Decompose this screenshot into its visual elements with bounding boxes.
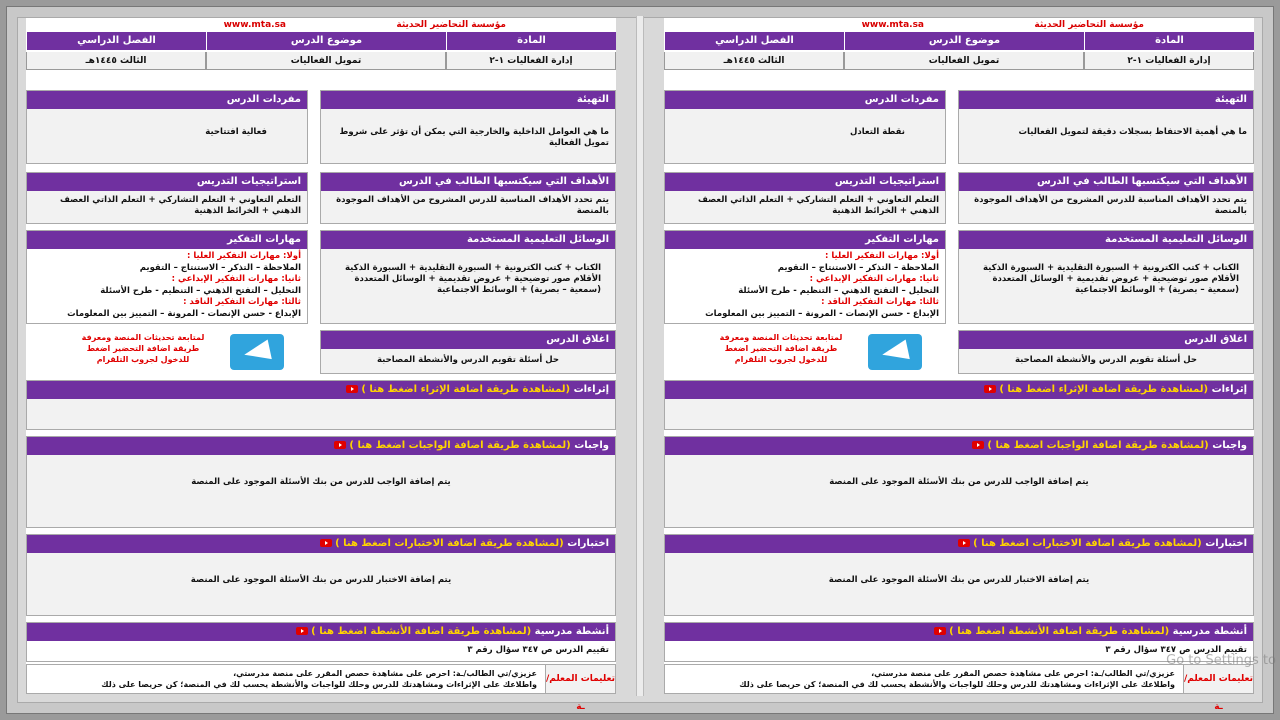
- enrich-box: [26, 380, 616, 430]
- strategies-title: استراتيجيات التدريس: [27, 173, 307, 191]
- thinking-high-label: أولا: مهارات التفكير العليا :: [186, 251, 301, 261]
- thinking-high-text: الملاحظة – التذكر – الاستنتاج – التقويم: [139, 262, 301, 273]
- lesson-page-right: [664, 18, 1254, 712]
- tests-label: اختبارات: [1205, 538, 1247, 549]
- homework-text: يتم إضافة الواجب للدرس من بنك الأسئلة الموجود على المنصة: [191, 477, 451, 487]
- homework-link[interactable]: (لمشاهدة طريقة اضافة الواجبات اضغط هنا ): [987, 440, 1209, 451]
- enrich-link[interactable]: (لمشاهدة طريقة اضافة الإثراء اضغط هنا ): [361, 384, 571, 395]
- closing-box: [958, 330, 1254, 374]
- semester-header: الفصل الدراسي: [26, 32, 206, 50]
- warmup-title: التهيئة: [959, 91, 1253, 109]
- thinking-creative-text: التحليل – التفتح الذهني – التنظيم - طرح الأسئلة: [100, 285, 301, 296]
- vocab-box: [664, 90, 946, 164]
- homework-link[interactable]: (لمشاهدة طريقة اضافة الواجبات اضغط هنا ): [349, 440, 571, 451]
- telegram-text[interactable]: لمتابعة تحديثات المنصة ومعرفة طريقة اضافة التحضير اضغط للدخول لجروب التلقرام: [81, 333, 205, 364]
- thinking-title: مهارات التفكير: [665, 231, 945, 249]
- teacher-notes-line-1: عزيزي/تي الطالب/ـة: احرص على مشاهدة حصص المقرر على منصة مدرستي،: [233, 669, 537, 678]
- enrich-title: [665, 381, 1253, 399]
- warmup-text: ما هي العوامل الداخلية والخارجية التي يمكن أن تؤثر على شروط تمويل الفعالية: [339, 127, 609, 148]
- strategies-box: [664, 172, 946, 224]
- activities-link[interactable]: (لمشاهدة طريقة اضافة الأنشطة اضغط هنا ): [949, 626, 1170, 637]
- thinking-critical-label: ثالثا: مهارات التفكير الناقد :: [821, 297, 939, 307]
- thinking-critical-text: الإبداع - حسن الإنصات - المرونة – التمييز بين المعلومات: [67, 308, 301, 319]
- topic-value: تمويل الفعاليات: [206, 52, 446, 70]
- homework-title: [665, 437, 1253, 455]
- subject-value: إدارة الفعاليات ١-٢: [1084, 52, 1254, 70]
- thinking-box: [664, 230, 946, 324]
- teacher-notes-text: [101, 668, 537, 690]
- youtube-icon[interactable]: [334, 441, 346, 449]
- lesson-page-left: [26, 18, 616, 712]
- thinking-critical-text: الإبداع - حسن الإنصات - المرونة – التمييز بين المعلومات: [705, 308, 939, 319]
- tests-box: [26, 534, 616, 616]
- semester-value: الثالث ١٤٤٥هـ: [664, 52, 844, 70]
- closing-box: [320, 330, 616, 374]
- vocab-title: مفردات الدرس: [27, 91, 307, 109]
- homework-label: واجبات: [574, 440, 609, 451]
- activities-title: [27, 623, 615, 641]
- goals-text: يتم تحدد الأهداف المناسبة للدرس المشروح من الأهداف الموجودة بالمنصة: [974, 195, 1247, 216]
- tests-text: يتم إضافة الاختبار للدرس من بنك الأسئلة الموجود على المنصة: [190, 575, 452, 585]
- site-link[interactable]: www.mta.sa: [223, 20, 286, 30]
- goals-text: يتم تحدد الأهداف المناسبة للدرس المشروح من الأهداف الموجودة بالمنصة: [336, 195, 609, 216]
- warmup-box: [958, 90, 1254, 164]
- tests-title: [665, 535, 1253, 553]
- closing-text: حل أسئلة تقويم الدرس والأنشطة المصاحبة: [1015, 355, 1197, 365]
- teacher-notes-line-1: عزيزي/تي الطالب/ـة: احرص على مشاهدة حصص المقرر على منصة مدرستي،: [871, 669, 1175, 678]
- closing-text: حل أسئلة تقويم الدرس والأنشطة المصاحبة: [377, 355, 559, 365]
- page-topline: [664, 18, 1254, 32]
- subject-value: إدارة الفعاليات ١-٢: [446, 52, 616, 70]
- homework-title: [27, 437, 615, 455]
- thinking-creative-label: ثانيا: مهارات التفكير الإبداعي :: [809, 274, 939, 284]
- tests-box: [664, 534, 1254, 616]
- tests-title: [27, 535, 615, 553]
- tests-label: اختبارات: [567, 538, 609, 549]
- youtube-icon[interactable]: [320, 539, 332, 547]
- strategies-text: التعلم التعاوني + التعلم التشاركي + التعلم الذاتي العصف الذهني + الخرائط الذهنية: [59, 195, 301, 216]
- thinking-content: [27, 249, 307, 324]
- tests-link[interactable]: (لمشاهدة طريقة اضافة الاختبارات اضغط هنا ): [973, 538, 1202, 549]
- youtube-icon[interactable]: [296, 627, 308, 635]
- youtube-icon[interactable]: [958, 539, 970, 547]
- activities-text: تقييم الدرس ص ٣٤٧ سؤال رقم ٣: [1105, 645, 1247, 655]
- telegram-icon[interactable]: [868, 334, 922, 370]
- subject-header: المادة: [1084, 32, 1254, 50]
- homework-label: واجبات: [1212, 440, 1247, 451]
- site-link[interactable]: www.mta.sa: [861, 20, 924, 30]
- activities-label: أنشطة مدرسية: [534, 626, 609, 637]
- warmup-box: [320, 90, 616, 164]
- enrich-label: إثراءات: [1211, 384, 1247, 395]
- teacher-notes-text: [739, 668, 1175, 690]
- closing-title: اغلاق الدرس: [959, 331, 1253, 349]
- tools-title: الوسائل التعليمية المستخدمة: [959, 231, 1253, 249]
- tools-title: الوسائل التعليمية المستخدمة: [321, 231, 615, 249]
- teacher-notes-line-2: واطلاعك على الإثراءات ومشاهدتك للدرس وحلك للواجبات والأنشطة يحسب لك في المنصة؛ كن حريصا على ذلك: [739, 680, 1175, 689]
- enrich-box: [664, 380, 1254, 430]
- lesson-header-table: [26, 32, 616, 72]
- thinking-creative-text: التحليل – التفتح الذهني – التنظيم - طرح الأسئلة: [738, 285, 939, 296]
- topic-value: تمويل الفعاليات: [844, 52, 1084, 70]
- telegram-icon[interactable]: [230, 334, 284, 370]
- semester-value: الثالث ١٤٤٥هـ: [26, 52, 206, 70]
- homework-text: يتم إضافة الواجب للدرس من بنك الأسئلة الموجود على المنصة: [829, 477, 1089, 487]
- teacher-notes-footer: [664, 664, 1254, 712]
- warmup-text: ما هي أهمية الاحتفاظ بسجلات دقيقة لتمويل الفعاليات: [1018, 127, 1247, 137]
- enrich-label: إثراءات: [573, 384, 609, 395]
- thinking-title: مهارات التفكير: [27, 231, 307, 249]
- teacher-notes-footer: [26, 664, 616, 712]
- thinking-high-text: الملاحظة – التذكر – الاستنتاج – التقويم: [777, 262, 939, 273]
- homework-box: [26, 436, 616, 528]
- vocab-text: نقطة التعادل: [849, 127, 905, 137]
- thinking-content: [665, 249, 945, 324]
- goals-title: الأهداف التي سيكتسبها الطالب في الدرس: [321, 173, 615, 191]
- institution-name: مؤسسة التحاضير الحديثة: [1034, 20, 1144, 30]
- vocab-title: مفردات الدرس: [665, 91, 945, 109]
- lesson-header-table: [664, 32, 1254, 72]
- strategies-text: التعلم التعاوني + التعلم التشاركي + التعلم الذاتي العصف الذهني + الخرائط الذهنية: [697, 195, 939, 216]
- thinking-creative-label: ثانيا: مهارات التفكير الإبداعي :: [171, 274, 301, 284]
- telegram-promo[interactable]: [26, 328, 308, 378]
- teacher-notes-label: تعليمات المعلم/ـة: [1183, 665, 1253, 693]
- telegram-text[interactable]: لمتابعة تحديثات المنصة ومعرفة طريقة اضافة التحضير اضغط للدخول لجروب التلقرام: [719, 333, 843, 364]
- subject-header: المادة: [446, 32, 616, 50]
- page-topline: [26, 18, 616, 32]
- tests-text: يتم إضافة الاختبار للدرس من بنك الأسئلة الموجود على المنصة: [828, 575, 1090, 585]
- teacher-notes-label: تعليمات المعلم/ـة: [545, 665, 615, 693]
- youtube-icon[interactable]: [984, 385, 996, 393]
- topic-header: موضوع الدرس: [206, 32, 446, 50]
- tests-link[interactable]: (لمشاهدة طريقة اضافة الاختبارات اضغط هنا ): [335, 538, 564, 549]
- goals-box: [958, 172, 1254, 224]
- vocab-box: [26, 90, 308, 164]
- warmup-title: التهيئة: [321, 91, 615, 109]
- enrich-title: [27, 381, 615, 399]
- strategies-box: [26, 172, 308, 224]
- homework-box: [664, 436, 1254, 528]
- institution-name: مؤسسة التحاضير الحديثة: [396, 20, 506, 30]
- tools-box: [320, 230, 616, 324]
- tools-box: [958, 230, 1254, 324]
- activation-watermark: Go to Settings to: [1166, 653, 1276, 668]
- enrich-link[interactable]: (لمشاهدة طريقة اضافة الإثراء اضغط هنا ): [999, 384, 1209, 395]
- page-divider: [636, 16, 644, 696]
- activities-text: تقييم الدرس ص ٣٤٧ سؤال رقم ٣: [467, 645, 609, 655]
- activities-label: أنشطة مدرسية: [1172, 626, 1247, 637]
- closing-title: اغلاق الدرس: [321, 331, 615, 349]
- activities-link[interactable]: (لمشاهدة طريقة اضافة الأنشطة اضغط هنا ): [311, 626, 532, 637]
- thinking-box: [26, 230, 308, 324]
- teacher-notes-line-2: واطلاعك على الإثراءات ومشاهدتك للدرس وحلك للواجبات والأنشطة يحسب لك في المنصة؛ كن حريصا على ذلك: [101, 680, 537, 689]
- vocab-text: فعالية افتتاحية: [205, 127, 267, 137]
- telegram-promo[interactable]: [664, 328, 946, 378]
- goals-box: [320, 172, 616, 224]
- thinking-critical-label: ثالثا: مهارات التفكير الناقد :: [183, 297, 301, 307]
- youtube-icon[interactable]: [972, 441, 984, 449]
- tools-text: الكتاب + كتب الكترونية + السبورة التقليدية + السبورة الذكية الأقلام صور توضيحية + عروض تقديمية + الوسائل المتعددة (سمعية – بصرية) + الوسائط الاجتماعية: [345, 263, 601, 295]
- tools-text: الكتاب + كتب الكترونية + السبورة التقليدية + السبورة الذكية الأقلام صور توضيحية + عروض تقديمية + الوسائل المتعددة (سمعية – بصرية) + الوسائط الاجتماعية: [983, 263, 1239, 295]
- youtube-icon[interactable]: [346, 385, 358, 393]
- youtube-icon[interactable]: [934, 627, 946, 635]
- thinking-high-label: أولا: مهارات التفكير العليا :: [824, 251, 939, 261]
- topic-header: موضوع الدرس: [844, 32, 1084, 50]
- activities-title: [665, 623, 1253, 641]
- strategies-title: استراتيجيات التدريس: [665, 173, 945, 191]
- goals-title: الأهداف التي سيكتسبها الطالب في الدرس: [959, 173, 1253, 191]
- semester-header: الفصل الدراسي: [664, 32, 844, 50]
- activities-box: [26, 622, 616, 662]
